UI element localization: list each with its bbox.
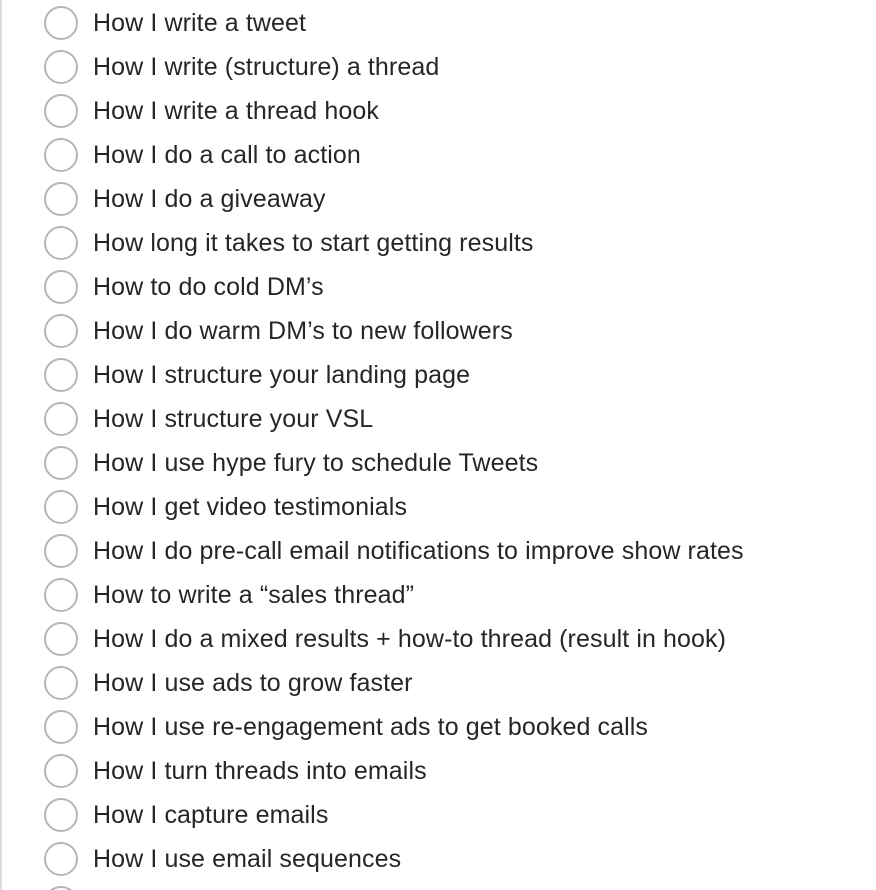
checklist-item[interactable] (44, 221, 874, 265)
checkbox-circle-icon[interactable] (44, 50, 78, 84)
checkbox-circle-icon[interactable] (44, 710, 78, 744)
checkbox-circle-icon[interactable] (44, 754, 78, 788)
checkbox-circle-icon[interactable] (44, 402, 78, 436)
checkbox-circle-icon[interactable] (44, 446, 78, 480)
checklist-item[interactable] (44, 837, 874, 881)
checklist-item-label: How I capture emails (93, 800, 329, 829)
checklist-item-label: How I get video testimonials (93, 492, 408, 521)
checklist-item[interactable] (44, 661, 874, 705)
checklist-item[interactable] (44, 309, 874, 353)
checkbox-circle-icon[interactable] (44, 534, 78, 568)
checklist-item-label: How I structure your VSL (93, 404, 374, 433)
checklist-item-label: How I structure your landing page (93, 360, 471, 389)
checklist-item[interactable] (44, 793, 874, 837)
checklist-item[interactable] (44, 177, 874, 221)
checklist-item-label: How I do a mixed results + how-to thread (result in hook) (93, 624, 727, 653)
checklist-item[interactable] (44, 881, 874, 890)
checklist-item-label: How I write a thread hook (93, 96, 379, 125)
checklist (44, 0, 874, 890)
checklist-item[interactable] (44, 441, 874, 485)
checkbox-circle-icon[interactable] (44, 666, 78, 700)
checkbox-circle-icon[interactable] (44, 270, 78, 304)
checklist-item[interactable] (44, 265, 874, 309)
checkbox-circle-icon[interactable] (44, 358, 78, 392)
checklist-item[interactable] (44, 529, 874, 573)
checklist-item-label: How I do a giveaway (93, 184, 326, 213)
checkbox-circle-icon[interactable] (44, 138, 78, 172)
checklist-item[interactable] (44, 89, 874, 133)
checkbox-circle-icon[interactable] (44, 842, 78, 876)
checklist-item-label: How I do warm DM’s to new followers (93, 316, 513, 345)
checkbox-circle-icon[interactable] (44, 798, 78, 832)
checkbox-circle-icon[interactable] (44, 578, 78, 612)
left-border (0, 0, 2, 890)
checklist-item-label: How I use re-engagement ads to get booked calls (93, 712, 649, 741)
checklist-item-label: How I do pre-call email notifications to improve show rates (93, 536, 744, 565)
checkbox-circle-icon[interactable] (44, 6, 78, 40)
checklist-item[interactable] (44, 397, 874, 441)
checklist-item[interactable] (44, 133, 874, 177)
checklist-item-label: How to do cold DM’s (93, 272, 324, 301)
checklist-item-label: How to write a “sales thread” (93, 580, 415, 609)
checklist-item-label: How I use ads to grow faster (93, 668, 413, 697)
checklist-item-label: How I write (structure) a thread (93, 52, 440, 81)
checklist-item[interactable] (44, 705, 874, 749)
checklist-item-label: How I use email sequences (93, 844, 402, 873)
checklist-item[interactable] (44, 485, 874, 529)
checklist-item-label: How I write a tweet (93, 8, 307, 37)
checkbox-circle-icon[interactable] (44, 314, 78, 348)
checkbox-circle-icon[interactable] (44, 226, 78, 260)
checkbox-circle-icon[interactable] (44, 94, 78, 128)
checklist-item[interactable] (44, 45, 874, 89)
checkbox-circle-icon[interactable] (44, 886, 78, 890)
checklist-item-label: How I turn threads into emails (93, 756, 427, 785)
checklist-item-label: How I do a call to action (93, 140, 361, 169)
checklist-item[interactable] (44, 749, 874, 793)
checklist-item[interactable] (44, 1, 874, 45)
checklist-item[interactable] (44, 617, 874, 661)
checklist-item-label: How long it takes to start getting results (93, 228, 534, 257)
checklist-item[interactable] (44, 573, 874, 617)
checkbox-circle-icon[interactable] (44, 622, 78, 656)
checklist-item-label: How I use hype fury to schedule Tweets (93, 448, 539, 477)
checklist-item[interactable] (44, 353, 874, 397)
checkbox-circle-icon[interactable] (44, 182, 78, 216)
checkbox-circle-icon[interactable] (44, 490, 78, 524)
